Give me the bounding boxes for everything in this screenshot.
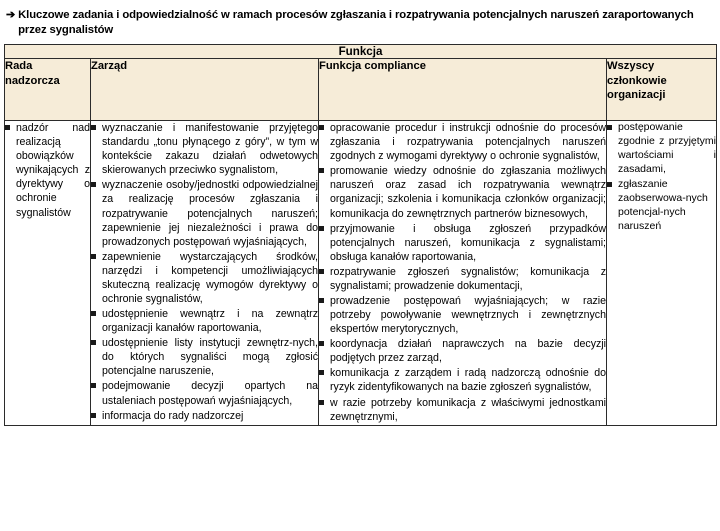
list-item: promowanie wiedzy odnośnie do zgłaszania możliwych naruszeń oraz zasad ich rozpatrywania wewnątrz organizacji; szkolenia i komunikacja członków organizacji; komunikacja do zewnętrznych partnerów biznesowych,	[319, 164, 606, 220]
list-wszyscy-czlonkowie	[607, 121, 716, 234]
column-header-wszyscy-czlonkowie: Wszyscy członkowie organizacji	[607, 59, 717, 121]
list-zarzad	[91, 121, 318, 423]
cell-rada-nadzorcza	[5, 121, 91, 426]
responsibilities-table	[4, 44, 717, 426]
list-item: wyznaczenie osoby/jednostki odpowiedzialnej za realizację procesów zgłaszania i rozpatrywanie potencjalnych naruszeń; zapewnienie jej niezależności i prawa do prowadzonych postępowań wyjaśniających,	[91, 178, 318, 248]
cell-wszyscy-czlonkowie	[607, 121, 717, 426]
column-header-zarzad: Zarząd	[91, 59, 319, 121]
list-item: prowadzenie postępowań wyjaśniających; w razie potrzeby powoływanie wewnętrznych i zewnętrznych ekspertów merytorycznych,	[319, 294, 606, 336]
list-item: postępowanie zgodnie z przyjętymi wartościami i zasadami,	[607, 121, 716, 177]
column-header-funkcja-compliance: Funkcja compliance	[319, 59, 607, 121]
cell-funkcja-compliance	[319, 121, 607, 426]
list-item: zgłaszanie zaobserwowa-nych potencjal-nych naruszeń	[607, 178, 716, 234]
list-item: koordynacja działań naprawczych na bazie decyzji podjętych przez zarząd,	[319, 337, 606, 365]
list-item: komunikacja z zarządem i radą nadzorczą odnośnie do ryzyk zidentyfikowanych na bazie zgłoszeń sygnalistów,	[319, 366, 606, 394]
list-item: nadzór nad realizacją obowiązków wynikających z dyrektywy o ochronie sygnalistów	[5, 121, 90, 220]
list-item: zapewnienie wystarczających środków, narzędzi i kompetencji umożliwiających skuteczną realizację wymogów dyrektywy o ochronie sygnalistów,	[91, 250, 318, 306]
list-rada-nadzorcza	[5, 121, 90, 220]
list-item: w razie potrzeby komunikacja z właściwymi jednostkami zewnętrznymi,	[319, 396, 606, 424]
list-item: opracowanie procedur i instrukcji odnośnie do procesów zgłaszania i rozpatrywania potencjalnych naruszeń zgodnych z wymogami dyrektywy o ochronie sygnalistów,	[319, 121, 606, 163]
list-item: wyznaczanie i manifestowanie przyjętego standardu „tonu płynącego z góry”, w tym w kontekście zakazu działań odwetowych skierowanych przeciwko sygnalistom,	[91, 121, 318, 177]
list-item: rozpatrywanie zgłoszeń sygnalistów; komunikacja z sygnalistami; prowadzenie dokumentacji,	[319, 265, 606, 293]
list-funkcja-compliance	[319, 121, 606, 424]
arrow-icon: ➔	[6, 9, 16, 21]
band-header-funkcja: Funkcja	[5, 45, 717, 59]
table-band-row	[5, 45, 717, 59]
table-header-row	[5, 59, 717, 121]
list-item: udostępnienie listy instytucji zewnętrz-nych, do których sygnaliści mogą zgłosić potencjalne naruszenie,	[91, 336, 318, 378]
caption-text: Kluczowe zadania i odpowiedzialność w ramach procesów zgłaszania i rozpatrywania potencjalnych naruszeń zaraportowanych przez sygnalistów	[18, 9, 694, 37]
list-item: przyjmowanie i obsługa zgłoszeń przypadków potencjalnych naruszeń, komunikacja z sygnalistami; obsługa kanałów raportowania,	[319, 222, 606, 264]
table-row	[5, 121, 717, 426]
column-header-rada-nadzorcza: Rada nadzorcza	[5, 59, 91, 121]
figure-caption	[4, 6, 716, 44]
list-item: informacja do rady nadzorczej	[91, 409, 318, 423]
cell-zarzad	[91, 121, 319, 426]
list-item: podejmowanie decyzji opartych na ustaleniach postępowań wyjaśniających,	[91, 379, 318, 407]
list-item: udostępnienie wewnątrz i na zewnątrz organizacji kanałów raportowania,	[91, 307, 318, 335]
